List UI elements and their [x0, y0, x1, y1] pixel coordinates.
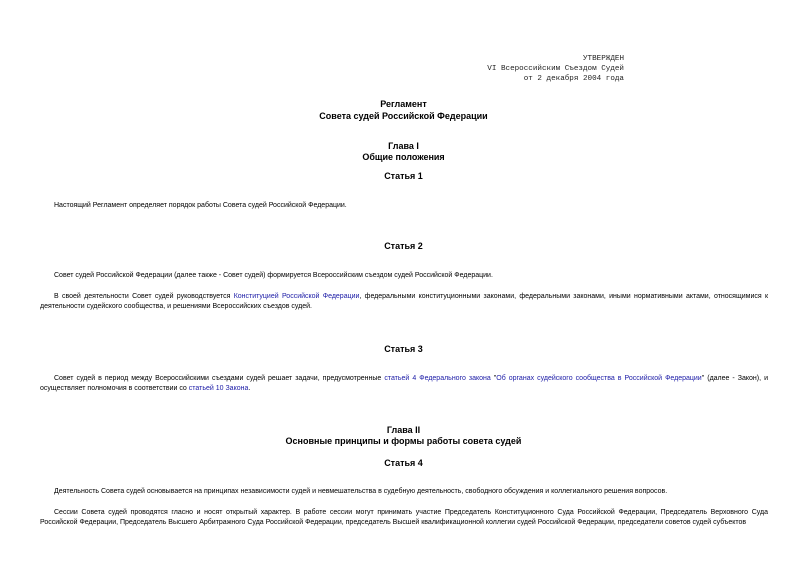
- article-10-law-link[interactable]: статьей 10 Закона: [188, 385, 249, 392]
- article-2-text-after-link: , федеральными конституционными законами, федеральными законами, иными нормативными актами, относящимися к деятельности судейского сообщества, и решениями Всероссийских съездов судей.: [40, 293, 769, 310]
- document-title: [0, 98, 807, 122]
- approval-line-1: УТВЕРЖДЕН: [582, 55, 624, 63]
- article-2-heading: Статья 2: [384, 241, 423, 251]
- article-4-federal-law-link[interactable]: статьей 4 Федерального закона: [384, 375, 491, 382]
- approval-line-3: от 2 декабря 2004 года: [523, 75, 624, 83]
- document-title-line-2: Совета судей Российской Федерации: [319, 111, 488, 121]
- chapter-1-name: Общие положения: [362, 152, 445, 162]
- constitution-link[interactable]: Конституцией Российской Федерации: [233, 293, 360, 300]
- article-3-text-before: Совет судей в период между Всероссийскими съездами судей решает задачи, предусмотренные: [54, 375, 385, 382]
- chapter-2-label: Глава II: [386, 425, 421, 435]
- article-3-text-mid-1: ": [490, 375, 497, 382]
- article-3-paragraph-1: [40, 374, 768, 394]
- article-2-paragraph-1: Совет судей Российской Федерации (далее также - Совет судей) формируется Всероссийским съездом судей Российской Федерации.: [54, 272, 493, 279]
- article-3-text-after: .: [248, 385, 251, 392]
- article-3-text-mid-2: " (далее - Закон), и осуществляет полномочия в соответствии со: [40, 375, 768, 392]
- chapter-1-label: Глава I: [388, 141, 419, 151]
- chapter-1-heading: [0, 141, 807, 163]
- article-1-heading: Статья 1: [384, 171, 423, 181]
- article-2-paragraph-2: [40, 292, 768, 312]
- approval-stamp: [487, 54, 624, 84]
- law-on-judicial-bodies-link[interactable]: Об органах судейского сообщества в Российской Федерации: [496, 375, 702, 382]
- approval-line-2: VI Всероссийским Съездом Судей: [487, 65, 624, 73]
- article-4-paragraph-1: Деятельность Совета судей основывается на принципах независимости судей и невмешательства в судебную деятельность, свободного обсуждения и коллегиального решения вопросов.: [54, 488, 668, 495]
- article-4-heading: Статья 4: [384, 458, 423, 468]
- article-2-text-before-link: В своей деятельности Совет судей руководствуется: [54, 293, 234, 300]
- chapter-2-heading: [0, 425, 807, 447]
- article-3-heading: Статья 3: [384, 344, 423, 354]
- chapter-2-name: Основные принципы и формы работы совета судей: [285, 436, 522, 446]
- article-1-paragraph-1: Настоящий Регламент определяет порядок работы Совета судей Российской Федерации.: [54, 202, 347, 209]
- document-title-line-1: Регламент: [380, 99, 427, 109]
- article-4-paragraph-2: Сессии Совета судей проводятся гласно и носят открытый характер. В работе сессии могут принимать участие Председатель Конституционного Суда Российской Федерации, Председатель Верховного Суда Российской Федерации, Председатель Высшего Арбитражного Суда Российской Федерации, председатель Высшей квалификационной коллегии судей Российской Федерации, председатели советов судей субъектов: [40, 509, 768, 526]
